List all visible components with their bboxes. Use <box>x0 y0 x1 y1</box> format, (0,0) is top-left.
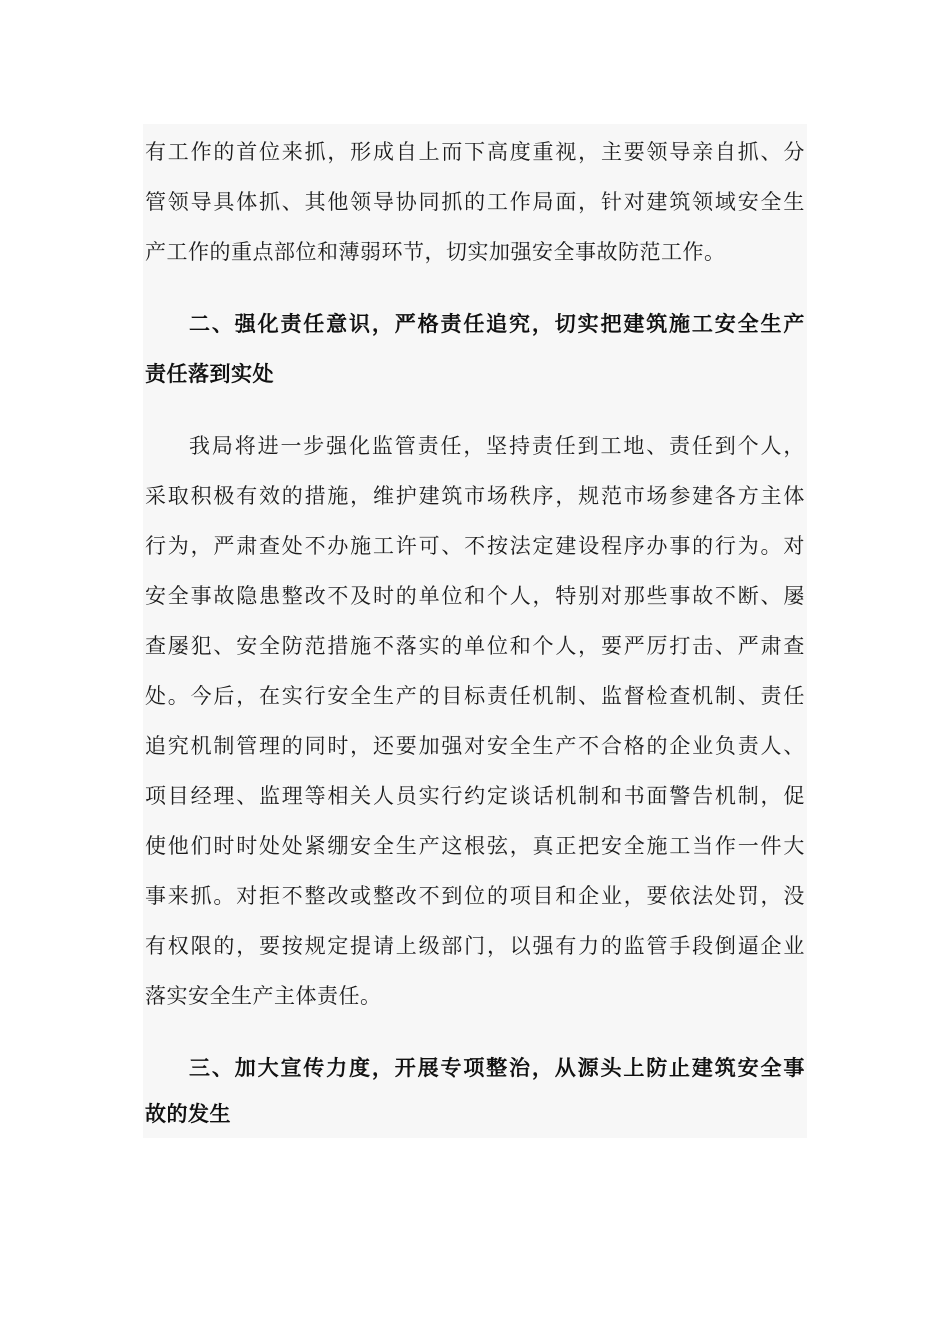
para2-line-9: 使 他 们 时 时 处 处 紧 绷 安 全 生 产 这 根 弦 ， 真 正 把 安 全 施 工 当 作 一 件 大 <box>145 834 805 858</box>
para2-line-10: 事 来 抓 。 对 拒 不 整 改 或 整 改 不 到 位 的 项 目 和 企 业 ， 要 依 法 处 罚 ， 没 <box>145 884 805 908</box>
para2-line-6: 处 。 今 后 ， 在 实 行 安 全 生 产 的 目 标 责 任 机 制 、 监 督 检 查 机 制 、 责 任 <box>145 684 805 708</box>
para2-line-5: 查 屡 犯 、 安 全 防 范 措 施 不 落 实 的 单 位 和 个 人 ， 要 严 厉 打 击 、 严 肃 查 <box>145 634 805 658</box>
para2-line-4: 安 全 事 故 隐 患 整 改 不 及 时 的 单 位 和 个 人 ， 特 别 对 那 些 事 故 不 断 、 屡 <box>145 584 805 608</box>
para2-line-7: 追 究 机 制 管 理 的 同 时 ， 还 要 加 强 对 安 全 生 产 不 合 格 的 企 业 负 责 人 、 <box>145 734 805 758</box>
para2-line-8: 项 目 经 理 、 监 理 等 相 关 人 员 实 行 约 定 谈 话 机 制 和 书 面 警 告 机 制 ， 促 <box>145 784 805 808</box>
para1-line-3: 产工作的重点部位和薄弱环节，切实加强安全事故防范工作。 <box>145 240 726 264</box>
section-heading-2-line-2: 责任落到实处 <box>145 361 274 386</box>
para2-line-3: 行 为 ， 严 肃 查 处 不 办 施 工 许 可 、 不 按 法 定 建 设 程 序 办 事 的 行 为 。 对 <box>145 534 805 558</box>
section-heading-3-line-2: 故的发生 <box>145 1101 231 1126</box>
para2-line-2: 采 取 积 极 有 效 的 措 施 ， 维 护 建 筑 市 场 秩 序 ， 规 范 市 场 参 建 各 方 主 体 <box>145 484 805 508</box>
para2-line-11: 有 权 限 的 ， 要 按 规 定 提 请 上 级 部 门 ， 以 强 有 力 的 监 管 手 段 倒 逼 企 业 <box>145 934 805 958</box>
para2-line-1: 我 局 将 进 一 步 强 化 监 管 责 任 ， 坚 持 责 任 到 工 地 、 责 任 到 个 人 ， <box>189 434 805 458</box>
section-heading-3-line-1: 三 、 加 大 宣 传 力 度 ， 开 展 专 项 整 治 ， 从 源 头 上 防 止 建 筑 安 全 事 <box>189 1055 805 1080</box>
para2-line-12: 落实安全生产主体责任。 <box>145 984 382 1008</box>
para1-line-2: 管 领 导 具 体 抓 、 其 他 领 导 协 同 抓 的 工 作 局 面 ， 针 对 建 筑 领 域 安 全 生 <box>145 190 805 214</box>
document-text-block <box>143 124 807 1138</box>
section-heading-2-line-1: 二 、 强 化 责 任 意 识 ， 严 格 责 任 追 究 ， 切 实 把 建 筑 施 工 安 全 生 产 <box>189 311 805 336</box>
para1-line-1: 有 工 作 的 首 位 来 抓 ， 形 成 自 上 而 下 高 度 重 视 ， 主 要 领 导 亲 自 抓 、 分 <box>145 140 805 164</box>
